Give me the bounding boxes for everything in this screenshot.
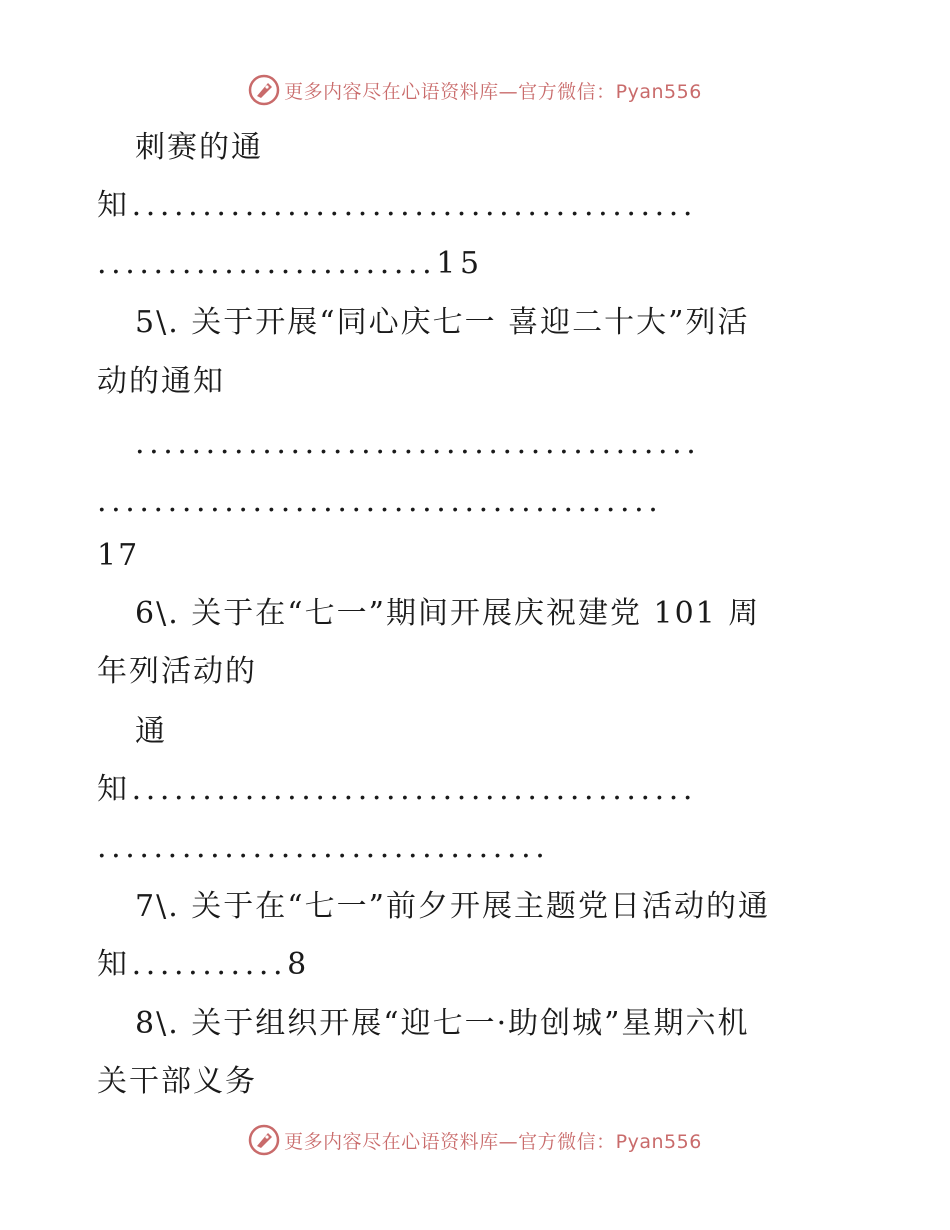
toc-entry-title: 6\. 关于在“七一”期间开展庆祝建党 101 周 bbox=[135, 596, 761, 631]
toc-entry-title: 8\. 关于组织开展“迎七一·助创城”星期六机 bbox=[135, 1006, 750, 1041]
toc-entry-title: 7\. 关于在“七一”前夕开展主题党日活动的通 bbox=[135, 889, 770, 924]
header-watermark bbox=[0, 70, 950, 110]
toc-line: ........................................ bbox=[97, 484, 663, 519]
toc-line-page-number: ........................15 bbox=[97, 246, 484, 281]
toc-entry-title: 5\. 关于开展“同心庆七一 喜迎二十大”列活 bbox=[135, 305, 750, 340]
toc-line: 关干部义务 bbox=[97, 1064, 257, 1099]
toc-line: 知........................................ bbox=[97, 188, 698, 223]
pen-nib-logo-icon bbox=[248, 1124, 280, 1156]
watermark-text: 更多内容尽在心语资料库—官方微信：Pyan556 bbox=[284, 80, 702, 103]
toc-line: 知........................................ bbox=[97, 772, 698, 807]
watermark-text: 更多内容尽在心语资料库—官方微信：Pyan556 bbox=[284, 1130, 702, 1153]
toc-line-page-number: 知...........8 bbox=[97, 947, 311, 982]
toc-line: ................................ bbox=[97, 830, 550, 865]
toc-line: 刺赛的通 bbox=[135, 130, 263, 165]
toc-line: 年列活动的 bbox=[97, 654, 257, 689]
toc-line: ........................................ bbox=[135, 426, 701, 461]
footer-watermark bbox=[0, 1120, 950, 1160]
toc-line: 通 bbox=[135, 714, 167, 749]
toc-line: 动的通知 bbox=[97, 364, 225, 399]
pen-nib-logo-icon bbox=[248, 74, 280, 106]
toc-line-page-number: 17 bbox=[97, 538, 140, 573]
